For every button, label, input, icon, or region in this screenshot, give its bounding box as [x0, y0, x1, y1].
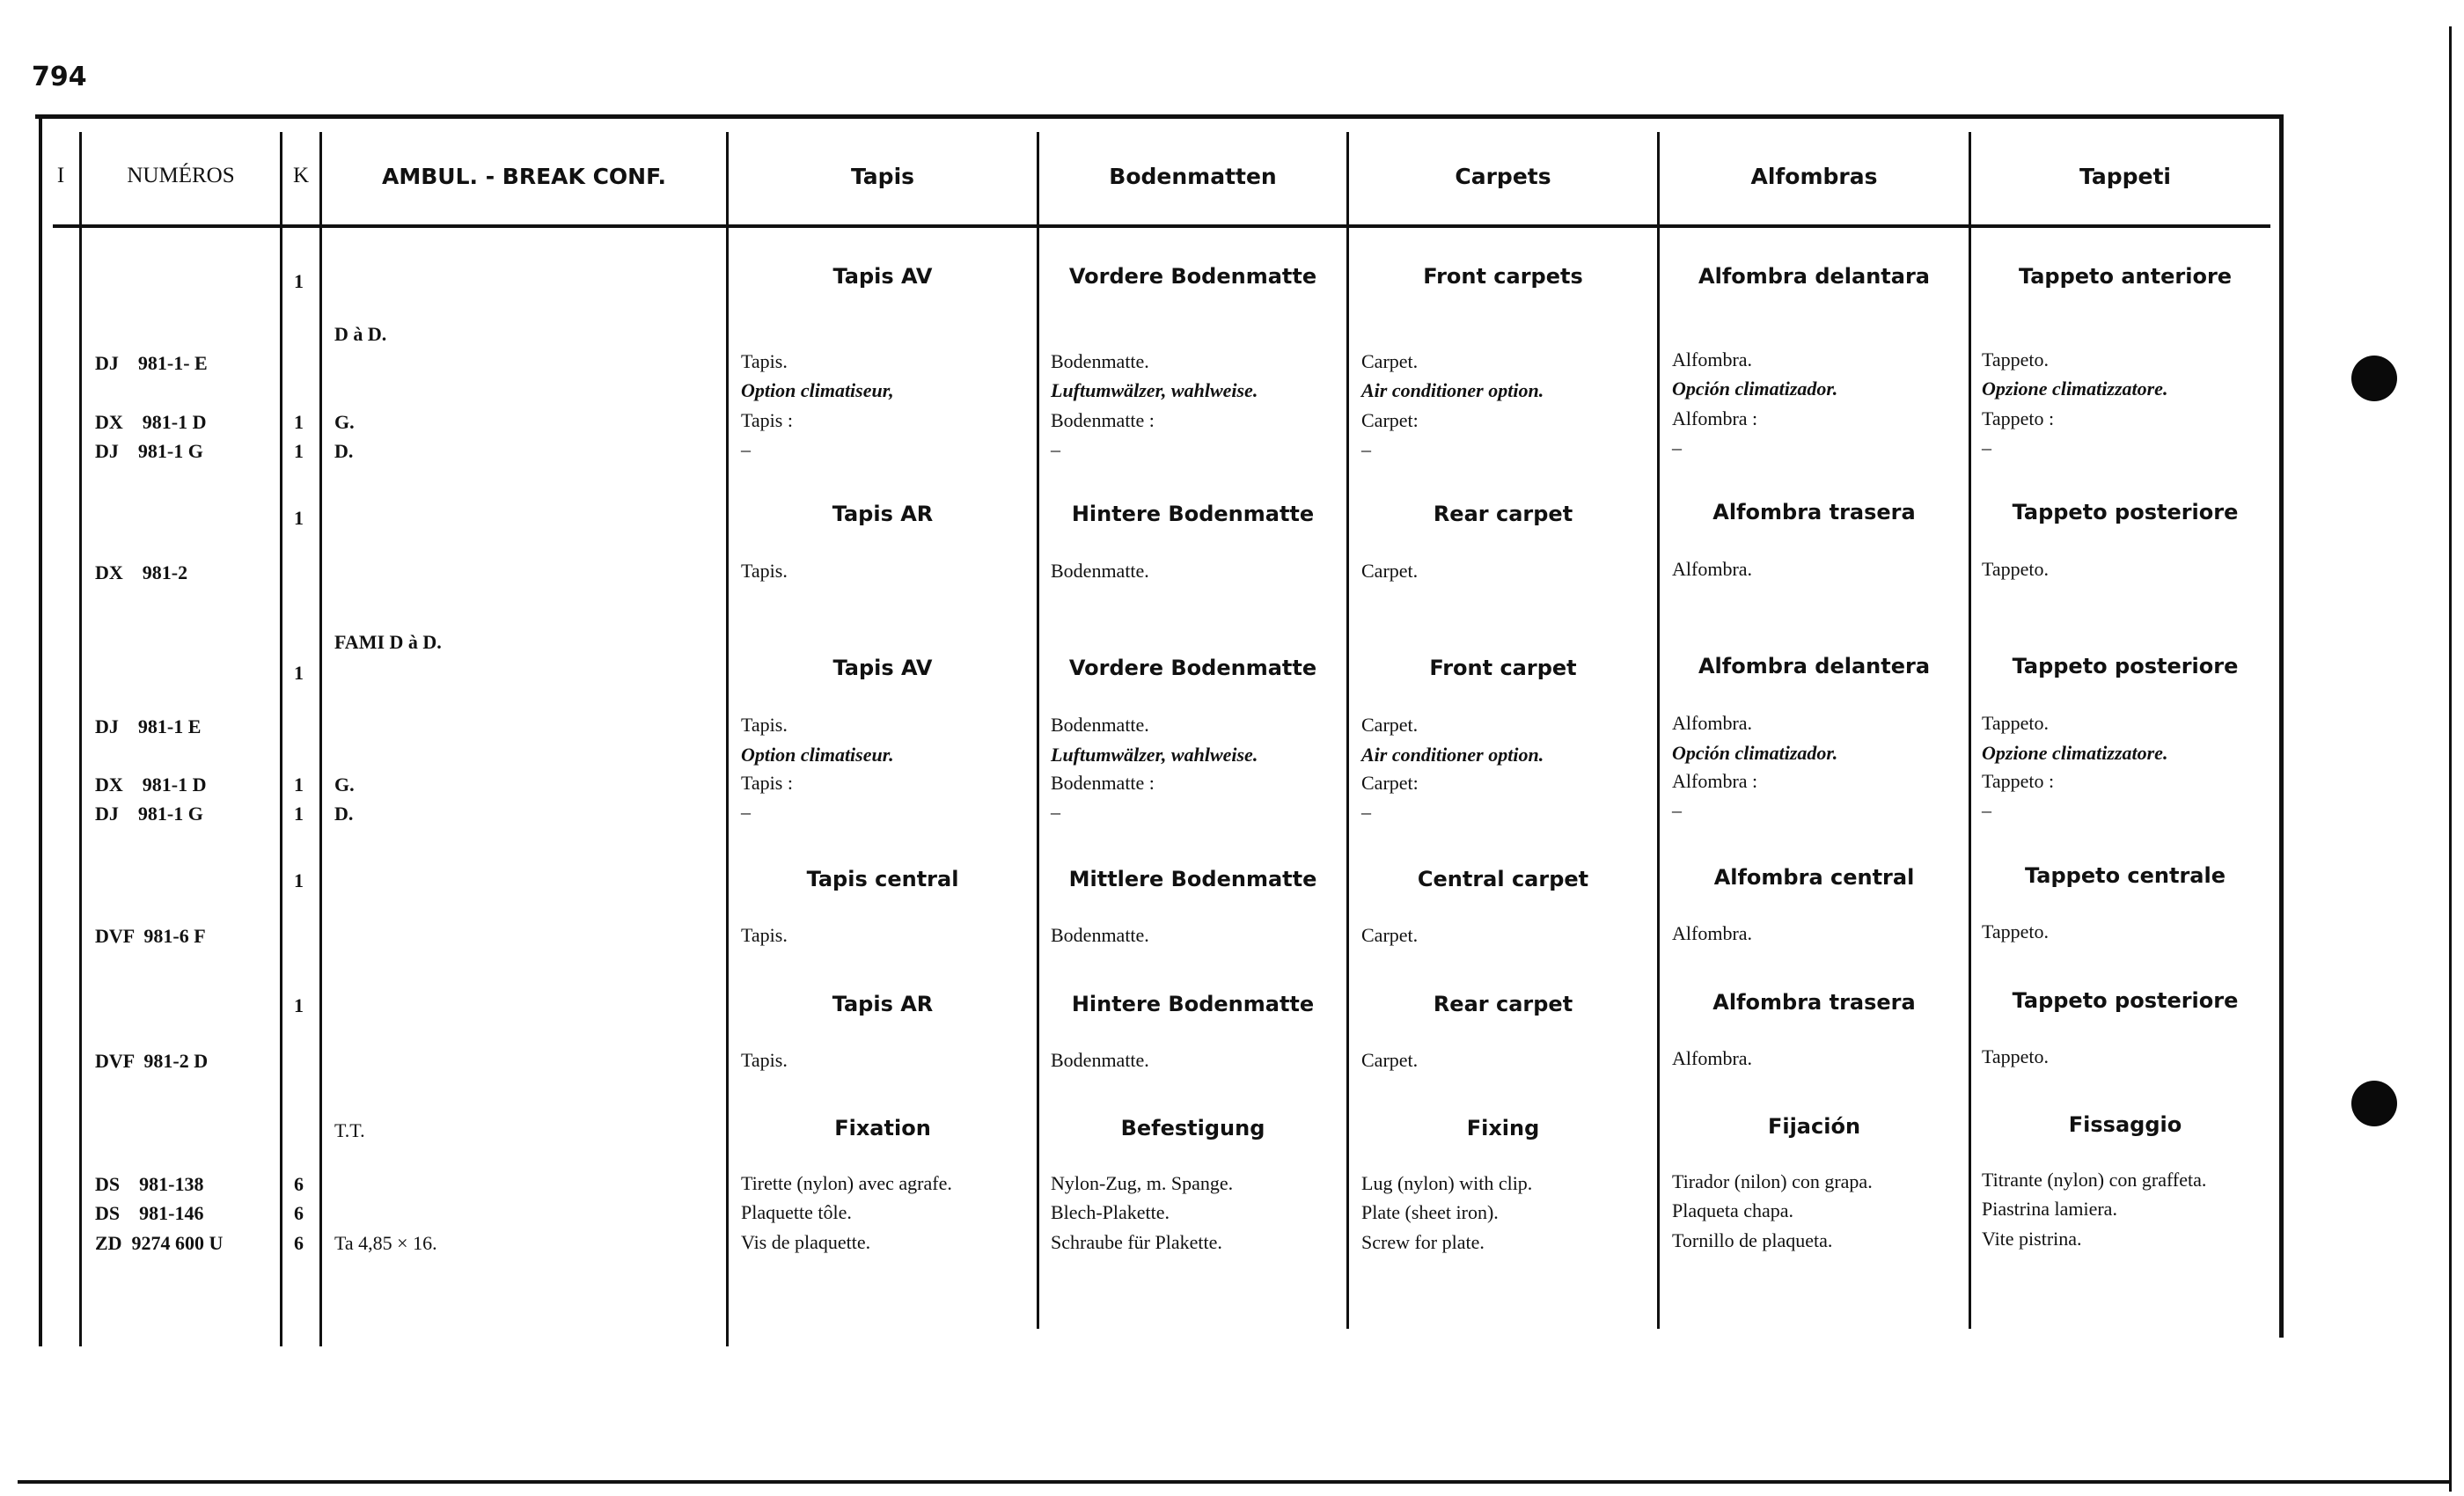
- desc-en: Carpet.: [1361, 350, 1419, 372]
- section-title-it: Tappeto centrale: [2024, 863, 2226, 888]
- section-title-de: Vordere Bodenmatte: [1068, 264, 1317, 289]
- section-k: 1: [294, 994, 304, 1016]
- section-title-en: Fixing: [1466, 1116, 1540, 1140]
- desc-es: Alfombra.: [1672, 348, 1753, 370]
- model-ref: D à D.: [334, 323, 387, 345]
- quantity: 1: [294, 440, 304, 462]
- header-fr: Tapis: [850, 163, 915, 189]
- desc-it: Piastrina lamiera.: [1982, 1198, 2117, 1220]
- section-title-es: Alfombra delantara: [1698, 264, 1930, 289]
- section-title-fr: Tapis central: [806, 867, 959, 891]
- part-number: DX 981-1 D: [95, 774, 207, 796]
- top-border: [35, 114, 2284, 119]
- option-en: Air conditioner option.: [1361, 379, 1544, 401]
- section-title-fr: Tapis AR: [832, 992, 934, 1016]
- header-model: AMBUL. - BREAK CONF.: [381, 163, 667, 189]
- section-title-de: Mittlere Bodenmatte: [1068, 867, 1317, 891]
- header-es: Alfombras: [1750, 163, 1878, 189]
- part-number: DX 981-2: [95, 561, 188, 583]
- section-title-it: Fissaggio: [2068, 1112, 2182, 1137]
- desc-fr: Tapis :: [741, 409, 793, 431]
- desc-de: Bodenmatte.: [1051, 1049, 1149, 1071]
- option-fr: Option climatiseur,: [741, 379, 894, 401]
- section-title-es: Alfombra delantera: [1698, 654, 1931, 678]
- desc-es: Alfombra :: [1672, 407, 1758, 429]
- page-number: 794: [32, 62, 87, 92]
- desc-it: Tappeto.: [1982, 712, 2050, 734]
- section-title-en: Front carpet: [1429, 656, 1577, 680]
- section-title-en: Rear carpet: [1433, 992, 1573, 1016]
- desc-fr: Tapis :: [741, 772, 793, 794]
- header-index: I: [56, 164, 65, 187]
- section-title-de: Befestigung: [1120, 1116, 1265, 1140]
- section-title-de: Hintere Bodenmatte: [1071, 502, 1315, 526]
- section-k: 1: [294, 662, 304, 684]
- dash-en: –: [1361, 438, 1371, 460]
- header-k: K: [292, 164, 310, 187]
- quantity: 6: [294, 1232, 304, 1254]
- right-border: [2279, 114, 2284, 1338]
- section-title-en: Front carpets: [1423, 264, 1583, 289]
- desc-de: Bodenmatte.: [1051, 350, 1149, 372]
- part-number: DJ 981-1 G: [95, 440, 203, 462]
- col-sep-8: [1969, 132, 1971, 1329]
- quantity: 1: [294, 411, 304, 433]
- page-edge: [2449, 26, 2452, 1492]
- desc-en: Carpet.: [1361, 1049, 1419, 1071]
- page-bottom-rule: [18, 1480, 2451, 1484]
- dash-de: –: [1051, 801, 1060, 823]
- desc-en: Carpet:: [1361, 409, 1419, 431]
- option-es: Opción climatizador.: [1672, 378, 1838, 400]
- header-it: Tappeti: [2079, 163, 2171, 189]
- quantity: 1: [294, 803, 304, 825]
- header-de: Bodenmatten: [1109, 163, 1277, 189]
- section-title-it: Tappeto posteriore: [2012, 988, 2239, 1013]
- desc-de: Blech-Plakette.: [1051, 1201, 1170, 1223]
- section-title-en: Rear carpet: [1433, 502, 1573, 526]
- desc-it: Titrante (nylon) con graffeta.: [1982, 1169, 2207, 1191]
- section-k: 1: [294, 869, 304, 891]
- left-border: [39, 114, 42, 1346]
- section-title-es: Alfombra central: [1713, 865, 1915, 890]
- side-ref: D.: [334, 440, 354, 462]
- section-title-es: Alfombra trasera: [1712, 500, 1916, 524]
- section-title-de: Hintere Bodenmatte: [1071, 992, 1315, 1016]
- desc-fr: Tapis.: [741, 924, 788, 946]
- option-it: Opzione climatizzatore.: [1982, 378, 2168, 400]
- desc-es: Plaqueta chapa.: [1672, 1199, 1794, 1221]
- part-number: DJ 981-1 G: [95, 803, 203, 825]
- part-number: DS 981-138: [95, 1173, 204, 1195]
- desc-it: Tappeto.: [1982, 348, 2050, 370]
- section-title-fr: Tapis AV: [832, 656, 933, 680]
- dash-de: –: [1051, 438, 1060, 460]
- desc-de: Schraube für Plakette.: [1051, 1231, 1222, 1253]
- desc-de: Nylon-Zug, m. Spange.: [1051, 1172, 1234, 1194]
- part-number: DJ 981-1- E: [95, 352, 208, 374]
- header-numbers: NUMÉROS: [127, 164, 235, 187]
- binder-hole-bottom: [2351, 1081, 2397, 1126]
- dash-it: –: [1982, 436, 1991, 458]
- section-title-it: Tappeto anteriore: [2018, 264, 2233, 289]
- option-de: Luftumwälzer, wahlweise.: [1051, 744, 1258, 766]
- part-number: DS 981-146: [95, 1202, 204, 1224]
- section-title-fr: Tapis AR: [832, 502, 934, 526]
- col-sep-7: [1657, 132, 1660, 1329]
- section-title-it: Tappeto posteriore: [2012, 654, 2239, 678]
- desc-en: Carpet.: [1361, 714, 1419, 736]
- desc-es: Tirador (nilon) con grapa.: [1672, 1170, 1873, 1192]
- model-ref: T.T.: [334, 1119, 365, 1141]
- dash-fr: –: [741, 801, 751, 823]
- desc-fr: Tapis.: [741, 714, 788, 736]
- dash-es: –: [1672, 799, 1682, 821]
- section-k: 1: [294, 507, 304, 529]
- desc-es: Alfombra.: [1672, 712, 1753, 734]
- header-bottom-rule: [53, 224, 2270, 228]
- desc-es: Alfombra.: [1672, 558, 1753, 580]
- desc-de: Bodenmatte.: [1051, 560, 1149, 582]
- section-k: 1: [294, 270, 304, 292]
- option-de: Luftumwälzer, wahlweise.: [1051, 379, 1258, 401]
- section-title-es: Alfombra trasera: [1712, 990, 1916, 1015]
- desc-it: Tappeto.: [1982, 1045, 2050, 1067]
- dash-en: –: [1361, 801, 1371, 823]
- option-it: Opzione climatizzatore.: [1982, 742, 2168, 764]
- quantity: 6: [294, 1173, 304, 1195]
- col-sep-6: [1346, 132, 1349, 1329]
- part-number: ZD 9274 600 U: [95, 1232, 224, 1254]
- binder-hole-top: [2351, 356, 2397, 401]
- header-en: Carpets: [1455, 163, 1551, 189]
- desc-en: Carpet:: [1361, 772, 1419, 794]
- desc-es: Alfombra.: [1672, 922, 1753, 944]
- desc-fr: Tapis.: [741, 560, 788, 582]
- section-title-es: Fijación: [1767, 1114, 1861, 1139]
- desc-de: Bodenmatte.: [1051, 924, 1149, 946]
- side-ref: D.: [334, 803, 354, 825]
- part-number: DX 981-1 D: [95, 411, 207, 433]
- section-title-en: Central carpet: [1417, 867, 1589, 891]
- desc-es: Alfombra.: [1672, 1047, 1753, 1069]
- desc-fr: Vis de plaquette.: [741, 1231, 871, 1253]
- quantity: 1: [294, 774, 304, 796]
- desc-en: Plate (sheet iron).: [1361, 1201, 1499, 1223]
- desc-en: Carpet.: [1361, 560, 1419, 582]
- desc-de: Bodenmatte.: [1051, 714, 1149, 736]
- part-number: DJ 981-1 E: [95, 715, 202, 737]
- section-title-de: Vordere Bodenmatte: [1068, 656, 1317, 680]
- dash-it: –: [1982, 799, 1991, 821]
- part-number: DVF 981-2 D: [95, 1050, 209, 1072]
- desc-es: Tornillo de plaqueta.: [1672, 1229, 1833, 1251]
- screw-ref: Ta 4,85 × 16.: [334, 1232, 437, 1254]
- desc-en: Lug (nylon) with clip.: [1361, 1172, 1533, 1194]
- desc-it: Vite pistrina.: [1982, 1228, 2082, 1250]
- desc-fr: Plaquette tôle.: [741, 1201, 852, 1223]
- col-sep-2: [280, 132, 282, 1346]
- desc-it: Tappeto.: [1982, 920, 2050, 942]
- col-sep-1: [79, 132, 82, 1346]
- quantity: 6: [294, 1202, 304, 1224]
- desc-it: Tappeto :: [1982, 770, 2055, 792]
- dash-es: –: [1672, 436, 1682, 458]
- section-title-fr: Tapis AV: [832, 264, 933, 289]
- col-sep-4: [726, 132, 729, 1346]
- desc-fr: Tapis.: [741, 1049, 788, 1071]
- desc-de: Bodenmatte :: [1051, 772, 1155, 794]
- side-ref: G.: [334, 774, 355, 796]
- side-ref: G.: [334, 411, 355, 433]
- section-title-it: Tappeto posteriore: [2012, 500, 2239, 524]
- col-sep-5: [1037, 132, 1039, 1329]
- option-es: Opción climatizador.: [1672, 742, 1838, 764]
- option-fr: Option climatiseur.: [741, 744, 894, 766]
- part-number: DVF 981-6 F: [95, 925, 206, 947]
- model-ref: FAMI D à D.: [334, 631, 442, 653]
- desc-es: Alfombra :: [1672, 770, 1758, 792]
- section-title-fr: Fixation: [834, 1116, 931, 1140]
- desc-fr: Tirette (nylon) avec agrafe.: [741, 1172, 952, 1194]
- desc-de: Bodenmatte :: [1051, 409, 1155, 431]
- option-en: Air conditioner option.: [1361, 744, 1544, 766]
- dash-fr: –: [741, 438, 751, 460]
- col-sep-3: [319, 132, 322, 1346]
- desc-en: Carpet.: [1361, 924, 1419, 946]
- desc-en: Screw for plate.: [1361, 1231, 1485, 1253]
- desc-fr: Tapis.: [741, 350, 788, 372]
- desc-it: Tappeto.: [1982, 558, 2050, 580]
- desc-it: Tappeto :: [1982, 407, 2055, 429]
